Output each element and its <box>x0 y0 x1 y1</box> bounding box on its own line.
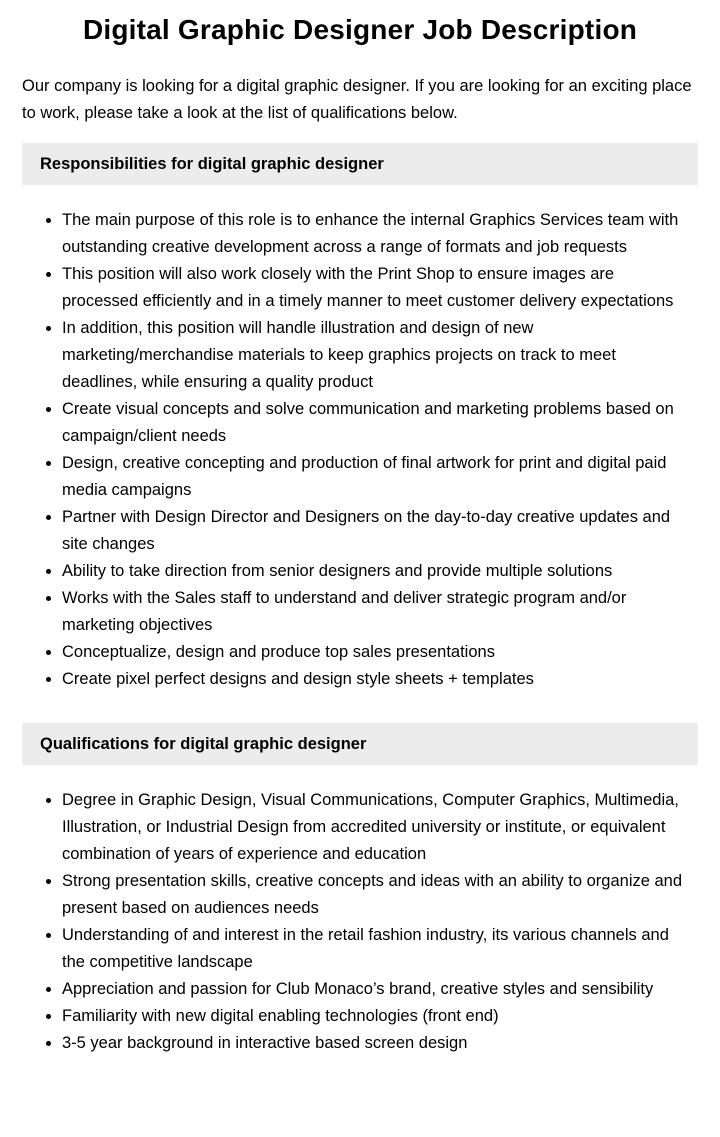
qualifications-list <box>22 787 698 1057</box>
list-item: • Familiarity with new digital enabling technologies (front end) <box>62 1003 698 1030</box>
list-item: • This position will also work closely with the Print Shop to ensure images are processed efficiently and in a timely manner to meet customer delivery expectations <box>62 261 698 315</box>
list-item: • Create pixel perfect designs and design style sheets + templates <box>62 666 698 693</box>
list-item: • Conceptualize, design and produce top sales presentations <box>62 639 698 666</box>
page-title: Digital Graphic Designer Job Description <box>82 14 638 45</box>
section-header-qualifications: Qualifications for digital graphic designer <box>22 723 698 765</box>
list-item: • Design, creative concepting and production of final artwork for print and digital paid media campaigns <box>62 450 698 504</box>
list-item: • Works with the Sales staff to understand and deliver strategic program and/or marketing objectives <box>62 585 698 639</box>
responsibilities-list <box>22 207 698 693</box>
list-item: • Create visual concepts and solve communication and marketing problems based on campaign/client needs <box>62 396 698 450</box>
list-item: • Understanding of and interest in the retail fashion industry, its various channels and the competitive landscape <box>62 922 698 976</box>
list-item: • Strong presentation skills, creative concepts and ideas with an ability to organize and present based on audiences needs <box>62 868 698 922</box>
list-item: • Partner with Design Director and Designers on the day-to-day creative updates and site changes <box>62 504 698 558</box>
list-item: • Appreciation and passion for Club Monaco’s brand, creative styles and sensibility <box>62 976 698 1003</box>
list-item: • Ability to take direction from senior designers and provide multiple solutions <box>62 558 698 585</box>
section-header-responsibilities: Responsibilities for digital graphic designer <box>22 143 698 185</box>
list-item: • The main purpose of this role is to enhance the internal Graphics Services team with outstanding creative development across a range of formats and job requests <box>62 207 698 261</box>
intro-paragraph: Our company is looking for a digital graphic designer. If you are looking for an exciting place to work, please take a look at the list of qualifications below. <box>22 77 692 122</box>
list-item: • In addition, this position will handle illustration and design of new marketing/merchandise materials to keep graphics projects on track to meet deadlines, while ensuring a quality product <box>62 315 698 396</box>
list-item: • 3-5 year background in interactive based screen design <box>62 1030 698 1057</box>
list-item: • Degree in Graphic Design, Visual Communications, Computer Graphics, Multimedia, Illustration, or Industrial Design from accredited university or institute, or equivalent combination of years of experience and education <box>62 787 698 868</box>
